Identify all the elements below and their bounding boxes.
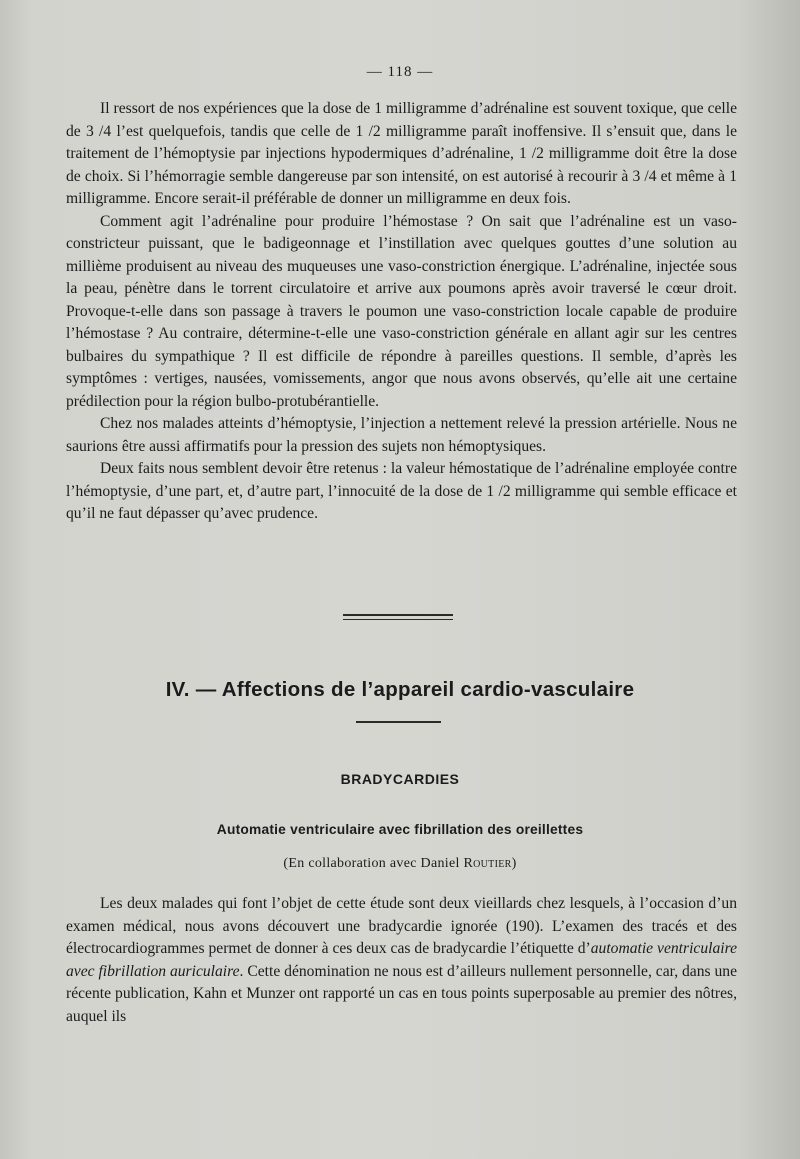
section-divider-top (343, 614, 453, 616)
subsection-title: BRADYCARDIES (340, 771, 460, 787)
intro-text: Les deux malades qui font l’objet de cette étude sont deux vieillards chez lesquels, à l’occasion d’un examen médical, nous avons découvert une bradycardie ignorée (190). L’examen des tracés et des électrocardiogrammes permet de donner à ces deux cas de bradycardie l’étiquette d’ (66, 895, 737, 957)
article-title: Automatie ventriculaire avec fibrillation des oreillettes (216, 822, 584, 837)
collaborator-name: Routier (463, 856, 512, 871)
section-title: IV. — Affections de l’appareil cardio-vasculaire (165, 678, 635, 701)
paragraph-arterial-pressure: Chez nos malades atteints d’hémoptysie, l’injection a nettement relevé la pression artérielle. Nous ne saurions être aussi affirmatifs pour la pression des sujets non hémoptysiques. (66, 415, 737, 455)
section-title-underline (356, 721, 441, 723)
collaboration-note (0, 856, 800, 872)
paragraph-adrenaline-dose: Il ressort de nos expériences que la dose de 1 milligramme d’adrénaline est souvent toxique, que celle de 3 /4 l’est quelquefois, tandis que celle de 1 /2 milligramme paraît inoffensive. Il s’ensuit que, dans le traitement de l’hémoptysie par injections hypodermiques d’adrénaline, 1 /2 milligramme doit être la dose de choix. Si l’hémorragie semble dangereuse par son intensité, on est autorisé à recourir à 3 /4 et même à 1 milligramme. Encore serait-il préférable de donner un milligramme en deux fois. (66, 100, 737, 207)
bottom-text-block (66, 893, 737, 1028)
section-divider-bottom (343, 619, 453, 620)
collaboration-prefix: (En collaboration avec Daniel (283, 856, 460, 871)
diagnosis-term: automatie ventriculaire avec fibrillation auriculaire (66, 940, 737, 980)
collaboration-suffix: ) (511, 856, 517, 871)
intro-continuation: . Cette dénomination ne nous est d’ailleurs nullement personnelle, car, dans une récente publication, Kahn et Munzer ont rapporté un cas en tous points superposable au premier des nôtres, auquel ils (66, 962, 737, 1025)
top-text-block (66, 98, 737, 526)
paragraph-conclusion: Deux faits nous semblent devoir être retenus : la valeur hémostatique de l’adrénaline employée contre l’hémoptysie, d’une part, et, d’autre part, l’innocuité de la dose de 1 /2 milligramme qui semble efficace et qu’il ne faut dépasser qu’avec prudence. (66, 460, 737, 522)
paragraph-bradycardia-intro (66, 893, 737, 1028)
page-number: — 118 — (366, 64, 434, 80)
paragraph-hemostasis-mechanism: Comment agit l’adrénaline pour produire l’hémostase ? On sait que l’adrénaline est un vaso-constricteur puissant, que le badigeonnage et l’instillation avec quelques gouttes d’une solution au millième produisent au niveau des muqueuses une vaso-constriction énergique. L’adrénaline, injectée sous la peau, pénètre dans le torrent circulatoire et arrive aux poumons après avoir traversé le cœur droit. Provoque-t-elle dans son passage à travers le poumon une vaso-constriction locale capable de produire l’hémostase ? Au contraire, détermine-t-elle une vaso-constriction générale en allant agir sur les centres bulbaires du sympathique ? Il est difficile de répondre à pareilles questions. Il semble, d’après les symptômes : vertiges, nausées, vomissements, angor que nous avons observés, qu’elle ait une certaine prédilection pour la région bulbo-protubérantielle. (66, 212, 737, 410)
